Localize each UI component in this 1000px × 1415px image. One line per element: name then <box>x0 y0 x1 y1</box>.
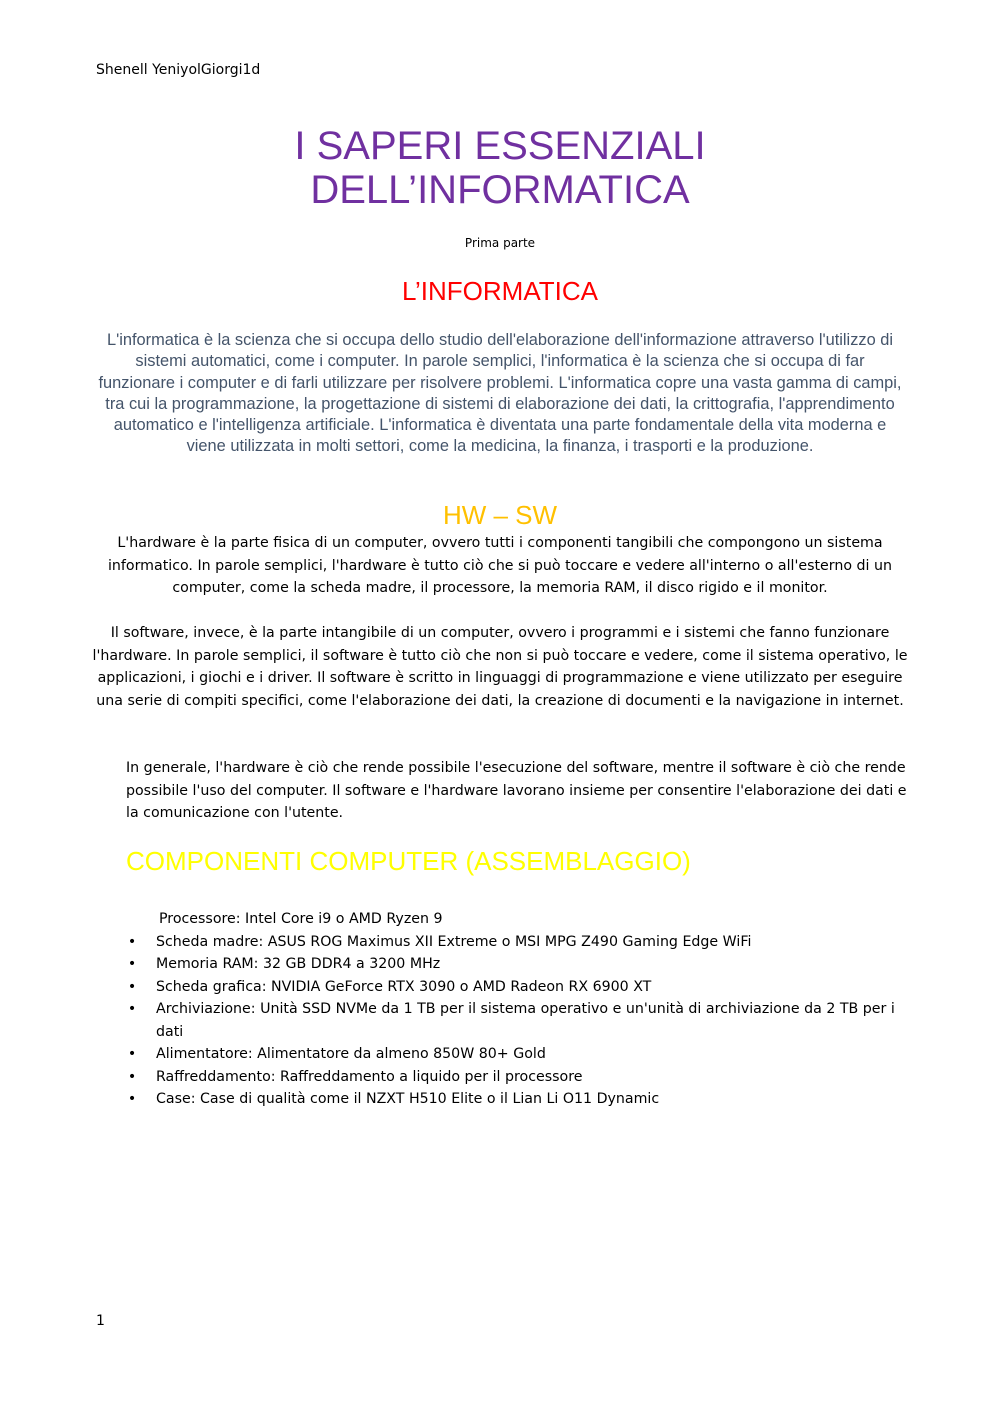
bullet-icon: • <box>127 933 137 950</box>
paragraph-hardware: L'hardware è la parte fisica di un computer, ovvero tutti i componenti tangibili che compongono un sistema informatico. In parole semplici, l'hardware è tutto ciò che si può toccare e vedere all'interno o all'esterno di un computer, come la scheda madre, il processore, la memoria RAM, il disco rigido e il monitor. <box>107 535 892 596</box>
bullet-icon: • <box>127 1068 137 1085</box>
paragraph-informatica: L'informatica è la scienza che si occupa dello studio dell'elaborazione dell'informazione attraverso l'utilizzo di sistemi automatici, come i computer. In parole semplici, l'informatica è la scienza che si occupa di far funzionare i computer e di farli utilizzare per risolvere problemi. L'informatica copre una vasta gamma di campi, tra cui la programmazione, la progettazione di sistemi di elaborazione dei dati, la crittografia, l'apprendimento automatico e l'intelligenza artificiale. L'informatica è diventata una parte fondamentale della vita moderna e viene utilizzata in molti settori, come la medicina, la finanza, i trasporti e la produzione. <box>98 331 902 456</box>
list-item-text: Alimentatore: Alimentatore da almeno 850W 80+ Gold <box>156 1046 546 1062</box>
components-list <box>126 908 916 1111</box>
list-item <box>126 998 916 1043</box>
list-item <box>126 953 916 976</box>
author-header: Shenell YeniyolGiorgi1d <box>96 62 261 78</box>
bullet-icon: • <box>127 956 137 972</box>
list-item <box>126 976 916 999</box>
section-heading-componenti: COMPONENTI COMPUTER (ASSEMBLAGGIO) <box>126 846 691 876</box>
bullet-icon: • <box>127 1091 137 1107</box>
section-heading-hw-sw: HW – SW <box>442 500 558 530</box>
list-item-text: Processore: Intel Core i9 o AMD Ryzen 9 <box>159 911 443 927</box>
list-item-text: Scheda madre: ASUS ROG Maximus XII Extreme o MSI MPG Z490 Gaming Edge WiFi <box>156 933 752 950</box>
bullet-icon: • <box>127 1001 137 1017</box>
section-heading-informatica: L’INFORMATICA <box>402 276 598 306</box>
document-subtitle: Prima parte <box>464 236 536 250</box>
list-item <box>126 1066 916 1089</box>
list-item <box>126 1088 916 1111</box>
paragraph-software: Il software, invece, è la parte intangibile di un computer, ovvero i programmi e i sistemi che fanno funzionare l'hardware. In parole semplici, il software è tutto ciò che non si può toccare e vedere, come il sistema operativo, le applicazioni, i giochi e i driver. Il software è scritto in linguaggi di programmazione e viene utilizzato per eseguire una serie di compiti specifici, come l'elaborazione dei dati, la creazione di documenti e la navigazione in internet. <box>92 625 908 709</box>
list-item <box>126 931 916 954</box>
bullet-icon: • <box>127 1046 137 1062</box>
list-item-text: Memoria RAM: 32 GB DDR4 a 3200 MHz <box>156 956 441 972</box>
document-title-line-2: DELL’INFORMATICA <box>310 168 690 212</box>
list-item-text: Raffreddamento: Raffreddamento a liquido per il processore <box>156 1068 583 1085</box>
page-number: 1 <box>96 1313 105 1329</box>
list-item <box>126 908 916 931</box>
list-item-text: Scheda grafica: NVIDIA GeForce RTX 3090 o AMD Radeon RX 6900 XT <box>156 978 652 995</box>
list-item-text: Archiviazione: Unità SSD NVMe da 1 TB per il sistema operativo e un'unità di archiviazione da 2 TB per i dati <box>156 1001 895 1040</box>
paragraph-generale: In generale, l'hardware è ciò che rende possibile l'esecuzione del software, mentre il software è ciò che rende possibile l'uso del computer. Il software e l'hardware lavorano insieme per consentire l'elaborazione dei dati e la comunicazione con l'utente. <box>126 760 907 821</box>
bullet-icon: • <box>127 978 137 995</box>
document-title-line-1: I SAPERI ESSENZIALI <box>294 124 706 168</box>
document-title <box>0 124 1000 212</box>
list-item <box>126 1043 916 1066</box>
list-item-text: Case: Case di qualità come il NZXT H510 Elite o il Lian Li O11 Dynamic <box>156 1091 660 1107</box>
